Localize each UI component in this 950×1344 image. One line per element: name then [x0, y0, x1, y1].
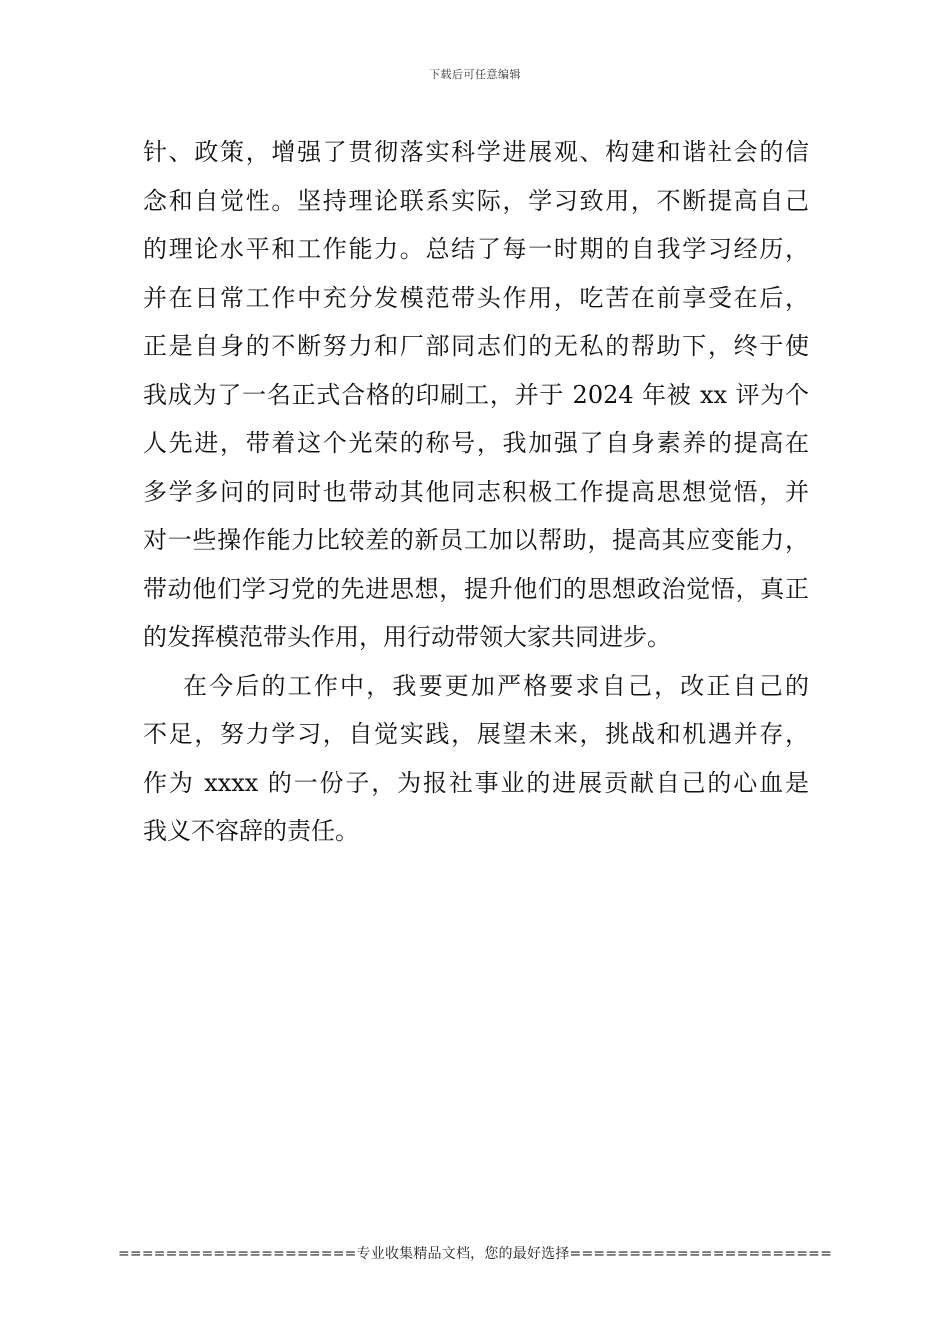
- paragraph-line: 的理论水平和工作能力。总结了每一时期的自我学习经历，: [143, 235, 809, 263]
- paragraph-line: 带动他们学习党的先进思想，提升他们的思想政治觉悟，真正: [143, 574, 809, 603]
- paragraph-line: 在今后的工作中，我要更加严格要求自己，改正自己的: [183, 671, 809, 700]
- paragraph-line: 的发挥模范带头作用，用行动带领大家共同进步。: [143, 623, 671, 651]
- paragraph-line: 并在日常工作中充分发模范带头作用，吃苦在前享受在后，: [143, 283, 809, 312]
- paragraph-line: 人先进，带着这个光荣的称号，我加强了自身素养的提高在: [143, 429, 809, 457]
- paragraph-line: 对一些操作能力比较差的新员工加以帮助，提高其应变能力，: [143, 526, 809, 554]
- paragraph-line: 作为 xxxx 的一份子，为报社事业的进展贡献自己的心血是: [143, 768, 809, 797]
- page-header: 下载后可任意编辑: [429, 68, 521, 81]
- page-footer: ====================专业收集精品文档，您的最好选择======================: [117, 1246, 833, 1262]
- paragraph-line: 针、政策，增强了贯彻落实科学进展观、构建和谐社会的信: [143, 138, 809, 166]
- paragraph-line: 多学多问的同时也带动其他同志积极工作提高思想觉悟，并: [143, 477, 809, 506]
- paragraph-line: 念和自觉性。坚持理论联系实际，学习致用，不断提高自己: [143, 186, 809, 215]
- paragraph-line: 正是自身的不断努力和厂部同志们的无私的帮助下，终于使: [143, 332, 809, 360]
- document-body: [143, 128, 809, 856]
- paragraph-line: 我成为了一名正式合格的印刷工，并于 2024 年被 xx 评为个: [143, 380, 809, 409]
- paragraph-line: 不足，努力学习，自觉实践，展望未来，挑战和机遇并存，: [143, 720, 809, 748]
- paragraph-line: 我义不容辞的责任。: [143, 817, 359, 845]
- paragraph-2: [143, 662, 809, 856]
- paragraph-1: [143, 128, 809, 662]
